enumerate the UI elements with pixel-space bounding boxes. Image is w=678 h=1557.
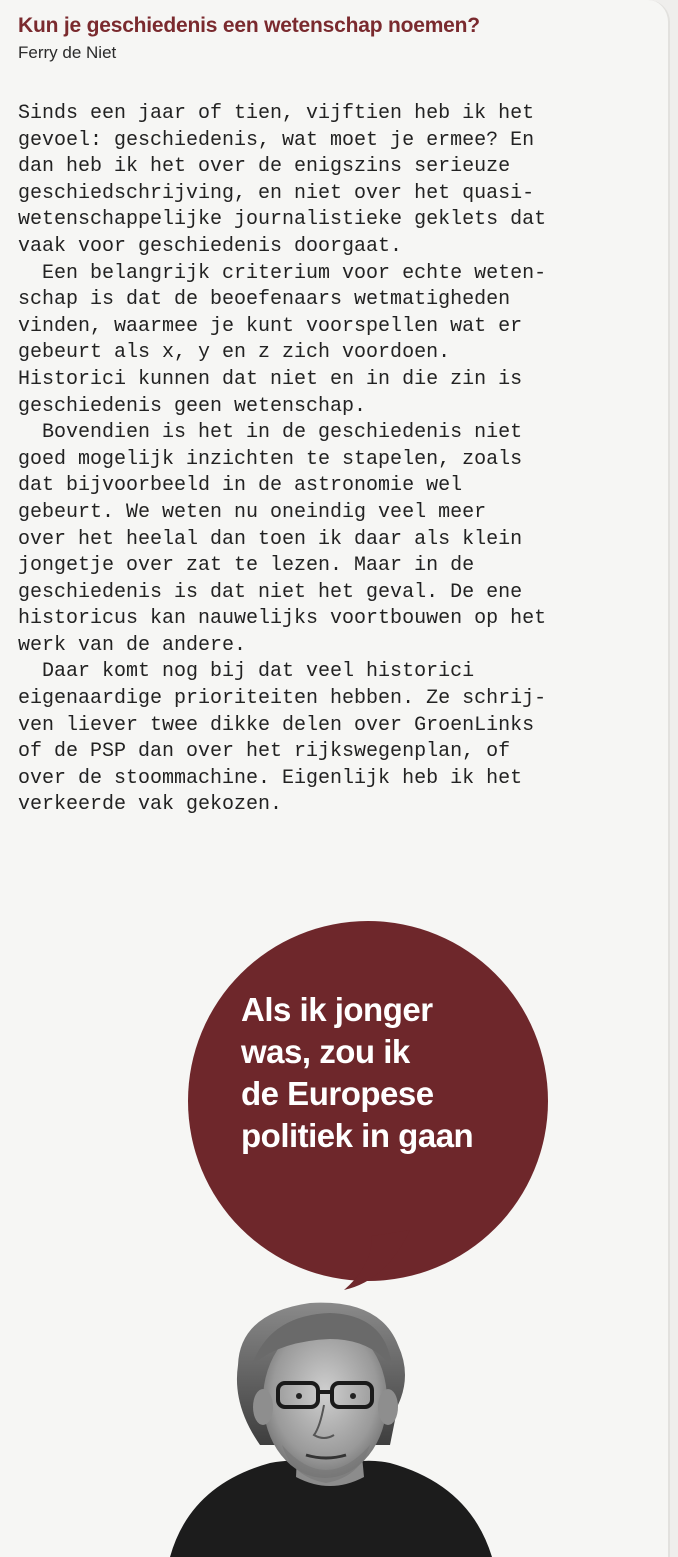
body-line: dat bijvoorbeeld in de astronomie wel bbox=[18, 474, 463, 498]
body-line: wetenschappelijke journalistieke geklets dat bbox=[18, 208, 547, 232]
body-line: Sinds een jaar of tien, vijftien heb ik het bbox=[18, 102, 535, 125]
body-line: goed mogelijk inzichten te stapelen, zoals bbox=[18, 447, 523, 471]
body-line: over de stoommachine. Eigenlijk heb ik het bbox=[18, 766, 523, 790]
quote-line: politiek in gaan bbox=[241, 1117, 474, 1154]
body-line: schap is dat de beoefenaars wetmatigheden bbox=[18, 288, 511, 312]
body-line: gebeurt als x, y en z zich voordoen. bbox=[18, 341, 451, 365]
body-line: geschiedenis geen wetenschap. bbox=[18, 394, 367, 418]
body-line: dan heb ik het over de enigszins serieuze bbox=[18, 155, 511, 179]
body-line: jongetje over zat te lezen. Maar in de bbox=[18, 554, 475, 578]
body-line: vinden, waarmee je kunt voorspellen wat er bbox=[18, 314, 523, 338]
body-line: gevoel: geschiedenis, wat moet je ermee? En bbox=[18, 128, 535, 152]
body-line: verkeerde vak gekozen. bbox=[18, 793, 283, 817]
body-line: gebeurt. We weten nu oneindig veel meer bbox=[18, 500, 487, 524]
quote-line: Als ik jonger bbox=[241, 991, 433, 1028]
body-line: historicus kan nauwelijks voortbouwen op het bbox=[18, 607, 547, 631]
body-line: Historici kunnen dat niet en in die zin is bbox=[18, 367, 523, 391]
quote-line: de Europese bbox=[241, 1075, 434, 1112]
body-line: Bovendien is het in de geschiedenis niet bbox=[18, 421, 523, 445]
body-line: over het heelal dan toen ik daar als klein bbox=[18, 527, 523, 551]
portrait-photo bbox=[160, 1295, 500, 1557]
article-author: Ferry de Niet bbox=[18, 43, 117, 62]
body-line: Daar komt nog bij dat veel historici bbox=[18, 660, 475, 684]
body-line: Een belangrijk criterium voor echte weten- bbox=[18, 261, 547, 285]
body-line: eigenaardige prioriteiten hebben. Ze schrij- bbox=[18, 687, 547, 711]
body-line: geschiedschrijving, en niet over het quasi- bbox=[18, 181, 535, 205]
quote-line: was, zou ik bbox=[241, 1033, 410, 1070]
body-line: geschiedenis is dat niet het geval. De ene bbox=[18, 580, 523, 604]
article-title: Kun je geschiedenis een wetenschap noemen? bbox=[18, 14, 480, 37]
body-line: vaak voor geschiedenis doorgaat. bbox=[18, 234, 403, 258]
body-line: of de PSP dan over het rijkswegenplan, of bbox=[18, 740, 511, 764]
body-line: werk van de andere. bbox=[18, 633, 247, 657]
body-line: ven liever twee dikke delen over GroenLinks bbox=[18, 713, 535, 737]
speech-bubble-quote bbox=[241, 989, 473, 1157]
